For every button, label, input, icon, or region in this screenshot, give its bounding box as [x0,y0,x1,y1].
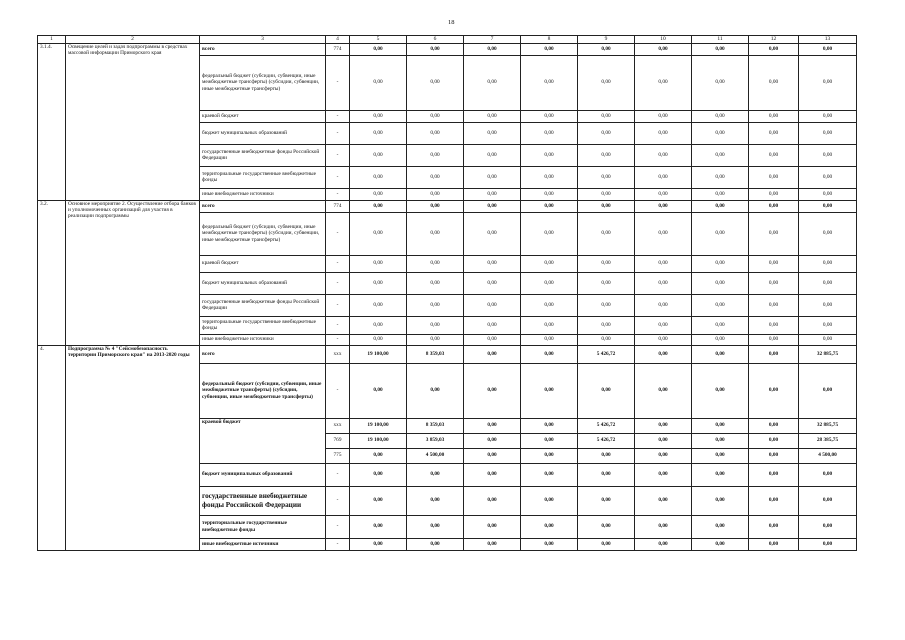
amount-cell: 28 385,75 [799,433,857,448]
amount-cell: 0,00 [799,212,857,255]
amount-cell: 0,00 [692,345,749,363]
funding-source: краевой бюджет [200,255,326,272]
amount-cell: 0,00 [521,166,578,188]
amount-cell: 0,00 [635,294,692,316]
amount-cell: 0,00 [407,200,464,212]
budget-code: - [326,255,350,272]
amount-cell: 0,00 [521,272,578,294]
amount-cell: 19 100,00 [350,433,407,448]
amount-cell: 0,00 [799,43,857,55]
amount-cell: 0,00 [521,538,578,550]
amount-cell: 0,00 [635,166,692,188]
item-name: Подпрограмма № 4 "Сейсмобезопасность территории Приморского края" на 2013-2020 годы [66,345,200,550]
amount-cell: 0,00 [692,43,749,55]
amount-cell: 0,00 [464,110,521,122]
amount-cell: 0,00 [749,538,799,550]
amount-cell: 0,00 [635,515,692,538]
amount-cell: 0,00 [749,110,799,122]
amount-cell: 0,00 [521,43,578,55]
amount-cell: 0,00 [578,212,635,255]
budget-code: - [326,122,350,144]
amount-cell: 0,00 [635,272,692,294]
amount-cell: 0,00 [464,294,521,316]
budget-code: - [326,272,350,294]
amount-cell: 0,00 [749,272,799,294]
column-number: 1 [38,36,66,44]
amount-cell: 0,00 [350,255,407,272]
amount-cell: 0,00 [799,294,857,316]
column-number: 3 [200,36,326,44]
amount-cell: 0,00 [692,200,749,212]
amount-cell: 0,00 [521,363,578,418]
amount-cell: 0,00 [692,316,749,334]
amount-cell: 0,00 [692,515,749,538]
amount-cell: 0,00 [692,418,749,433]
amount-cell: 0,00 [464,538,521,550]
amount-cell: 0,00 [407,55,464,110]
funding-source: краевой бюджет [200,110,326,122]
amount-cell: 0,00 [521,200,578,212]
funding-source: бюджет муниципальных образований [200,272,326,294]
amount-cell: 0,00 [407,188,464,200]
amount-cell: 0,00 [692,294,749,316]
item-code: 3.1.4. [38,43,66,200]
amount-cell: 5 426,72 [578,345,635,363]
amount-cell: 0,00 [464,418,521,433]
amount-cell: 0,00 [749,418,799,433]
amount-cell: 0,00 [692,334,749,345]
funding-source: всего [200,200,326,212]
amount-cell: 0,00 [350,363,407,418]
amount-cell: 0,00 [635,144,692,166]
amount-cell: 8 359,03 [407,418,464,433]
amount-cell: 0,00 [407,272,464,294]
amount-cell: 0,00 [464,144,521,166]
amount-cell: 0,00 [521,110,578,122]
funding-source: иные внебюджетные источники [200,538,326,550]
amount-cell: 19 100,00 [350,418,407,433]
amount-cell: 0,00 [464,334,521,345]
budget-code: - [326,110,350,122]
budget-code: - [326,316,350,334]
amount-cell: 0,00 [749,200,799,212]
budget-code: - [326,363,350,418]
amount-cell: 0,00 [692,55,749,110]
amount-cell: 0,00 [464,122,521,144]
amount-cell: 0,00 [749,294,799,316]
amount-cell: 0,00 [799,188,857,200]
table-row [38,43,857,55]
column-number: 7 [464,36,521,44]
amount-cell: 0,00 [635,448,692,463]
amount-cell: 0,00 [521,255,578,272]
amount-cell: 0,00 [521,316,578,334]
amount-cell: 0,00 [749,448,799,463]
amount-cell: 0,00 [635,55,692,110]
amount-cell: 0,00 [635,110,692,122]
amount-cell: 0,00 [692,122,749,144]
amount-cell: 4 500,00 [799,448,857,463]
amount-cell: 32 885,75 [799,418,857,433]
amount-cell: 0,00 [464,433,521,448]
item-name: Освещение целей и задач подпрограммы в средствах массовой информации Приморского края [66,43,200,200]
funding-source: иные внебюджетные источники [200,188,326,200]
amount-cell: 0,00 [749,345,799,363]
amount-cell: 19 100,00 [350,345,407,363]
amount-cell: 0,00 [521,55,578,110]
amount-cell: 0,00 [635,43,692,55]
amount-cell: 0,00 [407,486,464,515]
amount-cell: 0,00 [407,122,464,144]
amount-cell: 0,00 [407,144,464,166]
amount-cell: 0,00 [799,363,857,418]
amount-cell: 0,00 [464,212,521,255]
funding-source: федеральный бюджет (субсидии, субвенции, иные межбюджетные трансферты) (субсидии, субвенции, иные межбюджетные трансферты) [200,55,326,110]
amount-cell: 0,00 [521,334,578,345]
amount-cell: 0,00 [521,122,578,144]
funding-source: федеральный бюджет (субсидии, субвенции, иные межбюджетные трансферты) (субсидии, субвенции, иные межбюджетные трансферты) [200,363,326,418]
funding-source: государственные внебюджетные фонды Российской Федерации [200,294,326,316]
funding-source: федеральный бюджет (субсидии, субвенции, иные межбюджетные трансферты) (субсидии, субвенции, иные межбюджетные трансферты) [200,212,326,255]
amount-cell: 0,00 [350,144,407,166]
amount-cell: 0,00 [635,363,692,418]
budget-code: - [326,294,350,316]
amount-cell: 0,00 [578,166,635,188]
amount-cell: 0,00 [407,255,464,272]
amount-cell: 0,00 [749,43,799,55]
amount-cell: 0,00 [692,188,749,200]
amount-cell: 0,00 [635,463,692,486]
amount-cell: 0,00 [578,110,635,122]
amount-cell: 0,00 [692,448,749,463]
amount-cell: 0,00 [521,448,578,463]
amount-cell: 0,00 [635,486,692,515]
budget-code: - [326,212,350,255]
budget-code: - [326,463,350,486]
amount-cell: 0,00 [464,166,521,188]
amount-cell: 0,00 [799,166,857,188]
amount-cell: 0,00 [407,294,464,316]
amount-cell: 0,00 [464,363,521,418]
amount-cell: 0,00 [578,55,635,110]
amount-cell: 0,00 [521,345,578,363]
item-code: 3.2. [38,200,66,345]
amount-cell: 0,00 [407,363,464,418]
amount-cell: 0,00 [749,433,799,448]
table-row [38,200,857,212]
amount-cell: 0,00 [578,316,635,334]
amount-cell: 0,00 [350,43,407,55]
budget-code: ххх [326,345,350,363]
column-number: 6 [407,36,464,44]
amount-cell: 0,00 [407,334,464,345]
amount-cell: 8 359,03 [407,345,464,363]
funding-source: иные внебюджетные источники [200,334,326,345]
amount-cell: 0,00 [635,538,692,550]
amount-cell: 0,00 [578,122,635,144]
amount-cell: 0,00 [350,334,407,345]
funding-source: всего [200,43,326,55]
amount-cell: 0,00 [464,200,521,212]
amount-cell: 0,00 [799,316,857,334]
amount-cell: 0,00 [464,448,521,463]
table-row [38,345,857,363]
amount-cell: 0,00 [749,316,799,334]
amount-cell: 0,00 [464,43,521,55]
amount-cell: 0,00 [635,345,692,363]
amount-cell: 0,00 [799,122,857,144]
amount-cell: 0,00 [350,110,407,122]
amount-cell: 0,00 [799,334,857,345]
column-number: 2 [66,36,200,44]
column-number: 10 [635,36,692,44]
amount-cell: 0,00 [635,255,692,272]
amount-cell: 0,00 [350,515,407,538]
amount-cell: 0,00 [749,212,799,255]
amount-cell: 0,00 [749,515,799,538]
amount-cell: 0,00 [692,433,749,448]
amount-cell: 0,00 [692,212,749,255]
column-number: 4 [326,36,350,44]
budget-code: 774 [326,200,350,212]
column-number: 9 [578,36,635,44]
amount-cell: 0,00 [350,188,407,200]
amount-cell: 0,00 [407,166,464,188]
amount-cell: 0,00 [350,294,407,316]
amount-cell: 0,00 [350,166,407,188]
column-number: 12 [749,36,799,44]
budget-code: 774 [326,43,350,55]
amount-cell: 0,00 [350,272,407,294]
amount-cell: 0,00 [407,110,464,122]
amount-cell: 0,00 [749,463,799,486]
budget-code: - [326,166,350,188]
amount-cell: 0,00 [350,200,407,212]
amount-cell: 0,00 [464,316,521,334]
budget-code: - [326,334,350,345]
amount-cell: 0,00 [799,110,857,122]
funding-source: бюджет муниципальных образований [200,463,326,486]
column-number: 11 [692,36,749,44]
amount-cell: 0,00 [692,538,749,550]
amount-cell: 0,00 [350,538,407,550]
budget-code: - [326,188,350,200]
budget-code: - [326,144,350,166]
amount-cell: 0,00 [749,122,799,144]
amount-cell: 0,00 [749,334,799,345]
amount-cell: 0,00 [350,316,407,334]
funding-source: краевой бюджет [200,418,326,463]
budget-code: - [326,538,350,550]
amount-cell: 0,00 [578,188,635,200]
amount-cell: 0,00 [521,212,578,255]
funding-source: бюджет муниципальных образований [200,122,326,144]
amount-cell: 0,00 [692,486,749,515]
amount-cell: 0,00 [578,144,635,166]
amount-cell: 0,00 [578,43,635,55]
amount-cell: 0,00 [799,200,857,212]
column-number: 5 [350,36,407,44]
amount-cell: 0,00 [578,448,635,463]
page-number: 18 [448,19,455,26]
amount-cell: 3 859,03 [407,433,464,448]
amount-cell: 0,00 [407,538,464,550]
amount-cell: 0,00 [578,515,635,538]
amount-cell: 0,00 [350,122,407,144]
amount-cell: 0,00 [635,122,692,144]
amount-cell: 0,00 [350,448,407,463]
amount-cell: 5 426,72 [578,433,635,448]
funding-source: государственные внебюджетные фонды Российской Федерации [200,144,326,166]
amount-cell: 0,00 [578,272,635,294]
amount-cell: 0,00 [578,486,635,515]
amount-cell: 0,00 [799,538,857,550]
amount-cell: 0,00 [464,463,521,486]
amount-cell: 0,00 [799,515,857,538]
amount-cell: 0,00 [749,55,799,110]
amount-cell: 0,00 [578,200,635,212]
amount-cell: 0,00 [692,255,749,272]
amount-cell: 0,00 [635,188,692,200]
amount-cell: 0,00 [635,212,692,255]
amount-cell: 0,00 [464,255,521,272]
item-name: Основное мероприятие 2. Осуществление отбора банков и уполномоченных организаций для участия в реализации подпрограммы [66,200,200,345]
amount-cell: 0,00 [464,55,521,110]
budget-code: ххх [326,418,350,433]
amount-cell: 0,00 [749,166,799,188]
amount-cell: 0,00 [635,418,692,433]
amount-cell: 0,00 [799,255,857,272]
amount-cell: 0,00 [799,463,857,486]
amount-cell: 0,00 [692,363,749,418]
amount-cell: 0,00 [578,294,635,316]
amount-cell: 5 426,72 [578,418,635,433]
amount-cell: 0,00 [692,110,749,122]
amount-cell: 0,00 [464,345,521,363]
amount-cell: 4 500,00 [407,448,464,463]
funding-source: территориальные государственные внебюджетные фонды [200,515,326,538]
amount-cell: 0,00 [749,363,799,418]
amount-cell: 0,00 [407,316,464,334]
amount-cell: 0,00 [350,55,407,110]
funding-source: государственные внебюджетные фонды Российской Федерации [200,486,326,515]
amount-cell: 0,00 [635,433,692,448]
amount-cell: 0,00 [521,144,578,166]
amount-cell: 0,00 [521,418,578,433]
amount-cell: 0,00 [407,43,464,55]
amount-cell: 0,00 [578,334,635,345]
amount-cell: 0,00 [407,515,464,538]
column-number-row [38,36,857,44]
amount-cell: 0,00 [749,255,799,272]
budget-code: - [326,55,350,110]
amount-cell: 0,00 [350,212,407,255]
amount-cell: 0,00 [521,294,578,316]
amount-cell: 0,00 [521,433,578,448]
amount-cell: 0,00 [578,255,635,272]
amount-cell: 0,00 [464,272,521,294]
amount-cell: 0,00 [521,463,578,486]
amount-cell: 0,00 [692,144,749,166]
amount-cell: 0,00 [350,486,407,515]
financing-table [37,35,857,551]
amount-cell: 0,00 [635,200,692,212]
amount-cell: 0,00 [749,144,799,166]
funding-source: территориальные государственные внебюджетные фонды [200,316,326,334]
budget-code: 775 [326,448,350,463]
amount-cell: 0,00 [799,272,857,294]
item-code: 4. [38,345,66,550]
amount-cell: 0,00 [407,463,464,486]
amount-cell: 0,00 [521,188,578,200]
amount-cell: 0,00 [464,188,521,200]
amount-cell: 0,00 [749,486,799,515]
funding-source: территориальные государственные внебюджетные фонды [200,166,326,188]
budget-code: - [326,486,350,515]
column-number: 8 [521,36,578,44]
amount-cell: 0,00 [799,144,857,166]
amount-cell: 0,00 [407,212,464,255]
amount-cell: 0,00 [464,515,521,538]
amount-cell: 0,00 [692,166,749,188]
amount-cell: 0,00 [578,463,635,486]
amount-cell: 0,00 [692,272,749,294]
amount-cell: 0,00 [578,538,635,550]
amount-cell: 0,00 [749,188,799,200]
amount-cell: 0,00 [521,486,578,515]
amount-cell: 0,00 [464,486,521,515]
budget-code: - [326,515,350,538]
amount-cell: 0,00 [578,363,635,418]
amount-cell: 0,00 [521,515,578,538]
amount-cell: 0,00 [692,463,749,486]
amount-cell: 32 885,75 [799,345,857,363]
funding-source: всего [200,345,326,363]
amount-cell: 0,00 [799,486,857,515]
amount-cell: 0,00 [635,334,692,345]
column-number: 13 [799,36,857,44]
amount-cell: 0,00 [350,463,407,486]
amount-cell: 0,00 [635,316,692,334]
amount-cell: 0,00 [799,55,857,110]
budget-code: 769 [326,433,350,448]
